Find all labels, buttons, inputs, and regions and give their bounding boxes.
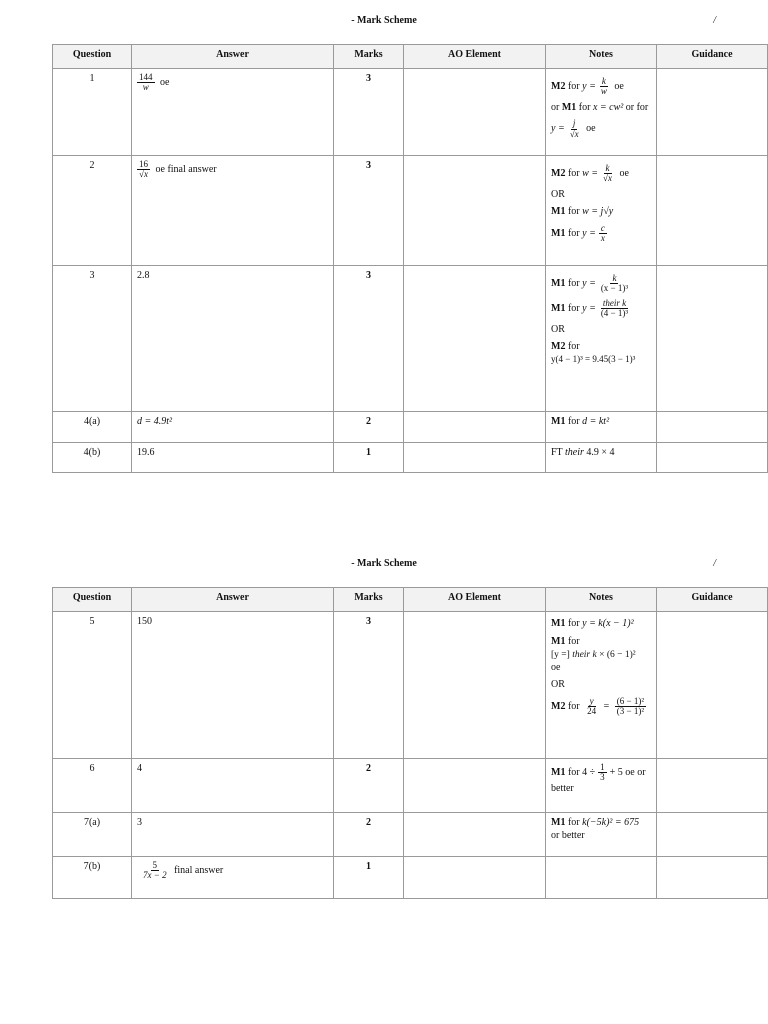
answer-cell: $\frac{16}{√x}$ oe final answer xyxy=(132,156,334,266)
col-question: Question xyxy=(53,588,132,612)
notes-cell: M2 for w = $\frac{k}{√x}$ oe OR M1 for w = j√y M1 for y = $\frac{c}{x}$ xyxy=(546,156,657,266)
marks-cell: 1 xyxy=(334,443,404,473)
ao-element-cell xyxy=(404,813,546,857)
col-ao-element: AO Element xyxy=(404,588,546,612)
guidance-cell xyxy=(657,69,768,156)
table-header-row xyxy=(53,588,768,612)
col-guidance: Guidance xyxy=(657,588,768,612)
question-cell: 2 xyxy=(53,156,132,266)
marks-cell: 2 xyxy=(334,759,404,813)
col-answer: Answer xyxy=(132,45,334,69)
guidance-cell xyxy=(657,759,768,813)
ao-element-cell xyxy=(404,857,546,899)
table-row xyxy=(53,412,768,443)
table-row xyxy=(53,857,768,899)
col-notes: Notes xyxy=(546,45,657,69)
answer-cell: 150 xyxy=(132,612,334,759)
guidance-cell xyxy=(657,412,768,443)
question-cell: 1 xyxy=(53,69,132,156)
answer-fraction: $\frac{5}{7x - 2}$ xyxy=(143,860,167,881)
table-row xyxy=(53,612,768,759)
answer-cell: 19.6 xyxy=(132,443,334,473)
question-cell: 5 xyxy=(53,612,132,759)
table-header-row xyxy=(53,45,768,69)
answer-cell: $\frac{144}{w}$ oe xyxy=(132,69,334,156)
ao-element-cell xyxy=(404,612,546,759)
table-row xyxy=(53,759,768,813)
guidance-cell xyxy=(657,266,768,412)
answer-fraction: $\frac{144}{w}$ xyxy=(139,72,153,93)
ao-element-cell xyxy=(404,156,546,266)
notes-cell: M1 for k(−5k)² = 675 or better xyxy=(546,813,657,857)
question-cell: 7(b) xyxy=(53,857,132,899)
answer-fraction: $\frac{16}{√x}$ xyxy=(139,159,148,180)
notes-cell xyxy=(546,857,657,899)
col-ao-element: AO Element xyxy=(404,45,546,69)
marks-cell: 2 xyxy=(334,412,404,443)
table-row xyxy=(53,69,768,156)
col-notes: Notes xyxy=(546,588,657,612)
table-row xyxy=(53,443,768,473)
marks-cell: 3 xyxy=(334,69,404,156)
marks-cell: 3 xyxy=(334,156,404,266)
marks-cell: 1 xyxy=(334,857,404,899)
ao-element-cell xyxy=(404,69,546,156)
page-header-1 xyxy=(0,15,768,29)
answer-cell: $\frac{5}{7x - 2}$ final answer xyxy=(132,857,334,899)
marks-cell: 3 xyxy=(334,612,404,759)
ao-element-cell xyxy=(404,412,546,443)
table-row xyxy=(53,266,768,412)
question-cell: 3 xyxy=(53,266,132,412)
page-title: - Mark Scheme xyxy=(351,15,417,26)
col-answer: Answer xyxy=(132,588,334,612)
ao-element-cell xyxy=(404,759,546,813)
col-guidance: Guidance xyxy=(657,45,768,69)
question-cell: 4(b) xyxy=(53,443,132,473)
question-cell: 7(a) xyxy=(53,813,132,857)
page-marker: / xyxy=(713,558,716,569)
guidance-cell xyxy=(657,156,768,266)
answer-cell: 3 xyxy=(132,813,334,857)
ao-element-cell xyxy=(404,443,546,473)
col-marks: Marks xyxy=(334,45,404,69)
notes-cell: M1 for y = k(x − 1)² M1 for [y =] their k × (6 − 1)² oe OR M2 for $\frac{y}{24}$ = $\frac{\text{(6 − 1)²}}{\text{(3 − 1)²}}$ xyxy=(546,612,657,759)
notes-cell: M1 for y = $\frac{k}{\text{(x − 1)³}}$ M1 for y = $\frac{\text{their k}}{\text{(4 − 1)³}}$ OR M2 for y(4 − 1)³ = 9.45(3 − 1)³ xyxy=(546,266,657,412)
guidance-cell xyxy=(657,443,768,473)
marks-cell: 2 xyxy=(334,813,404,857)
notes-cell: M2 for y = $\frac{k}{w}$ oe or M1 for x = cw² or for y = $\frac{j}{√x}$ oe xyxy=(546,69,657,156)
guidance-cell xyxy=(657,857,768,899)
page-title: - Mark Scheme xyxy=(351,558,417,569)
table-row xyxy=(53,156,768,266)
ao-element-cell xyxy=(404,266,546,412)
mark-scheme-table-2 xyxy=(52,587,768,899)
table-row xyxy=(53,813,768,857)
page-marker: / xyxy=(713,15,716,26)
answer-cell: 2.8 xyxy=(132,266,334,412)
answer-cell: 4 xyxy=(132,759,334,813)
guidance-cell xyxy=(657,612,768,759)
page-header-2 xyxy=(0,558,768,572)
guidance-cell xyxy=(657,813,768,857)
mark-scheme-table-1 xyxy=(52,44,768,473)
col-question: Question xyxy=(53,45,132,69)
col-marks: Marks xyxy=(334,588,404,612)
answer-cell: d = 4.9t² xyxy=(132,412,334,443)
question-cell: 4(a) xyxy=(53,412,132,443)
notes-cell: M1 for d = kt² xyxy=(546,412,657,443)
notes-cell: FT their 4.9 × 4 xyxy=(546,443,657,473)
marks-cell: 3 xyxy=(334,266,404,412)
question-cell: 6 xyxy=(53,759,132,813)
notes-cell: M1 for 4 ÷ $\frac{1}{3}$ + 5 oe or better xyxy=(546,759,657,813)
